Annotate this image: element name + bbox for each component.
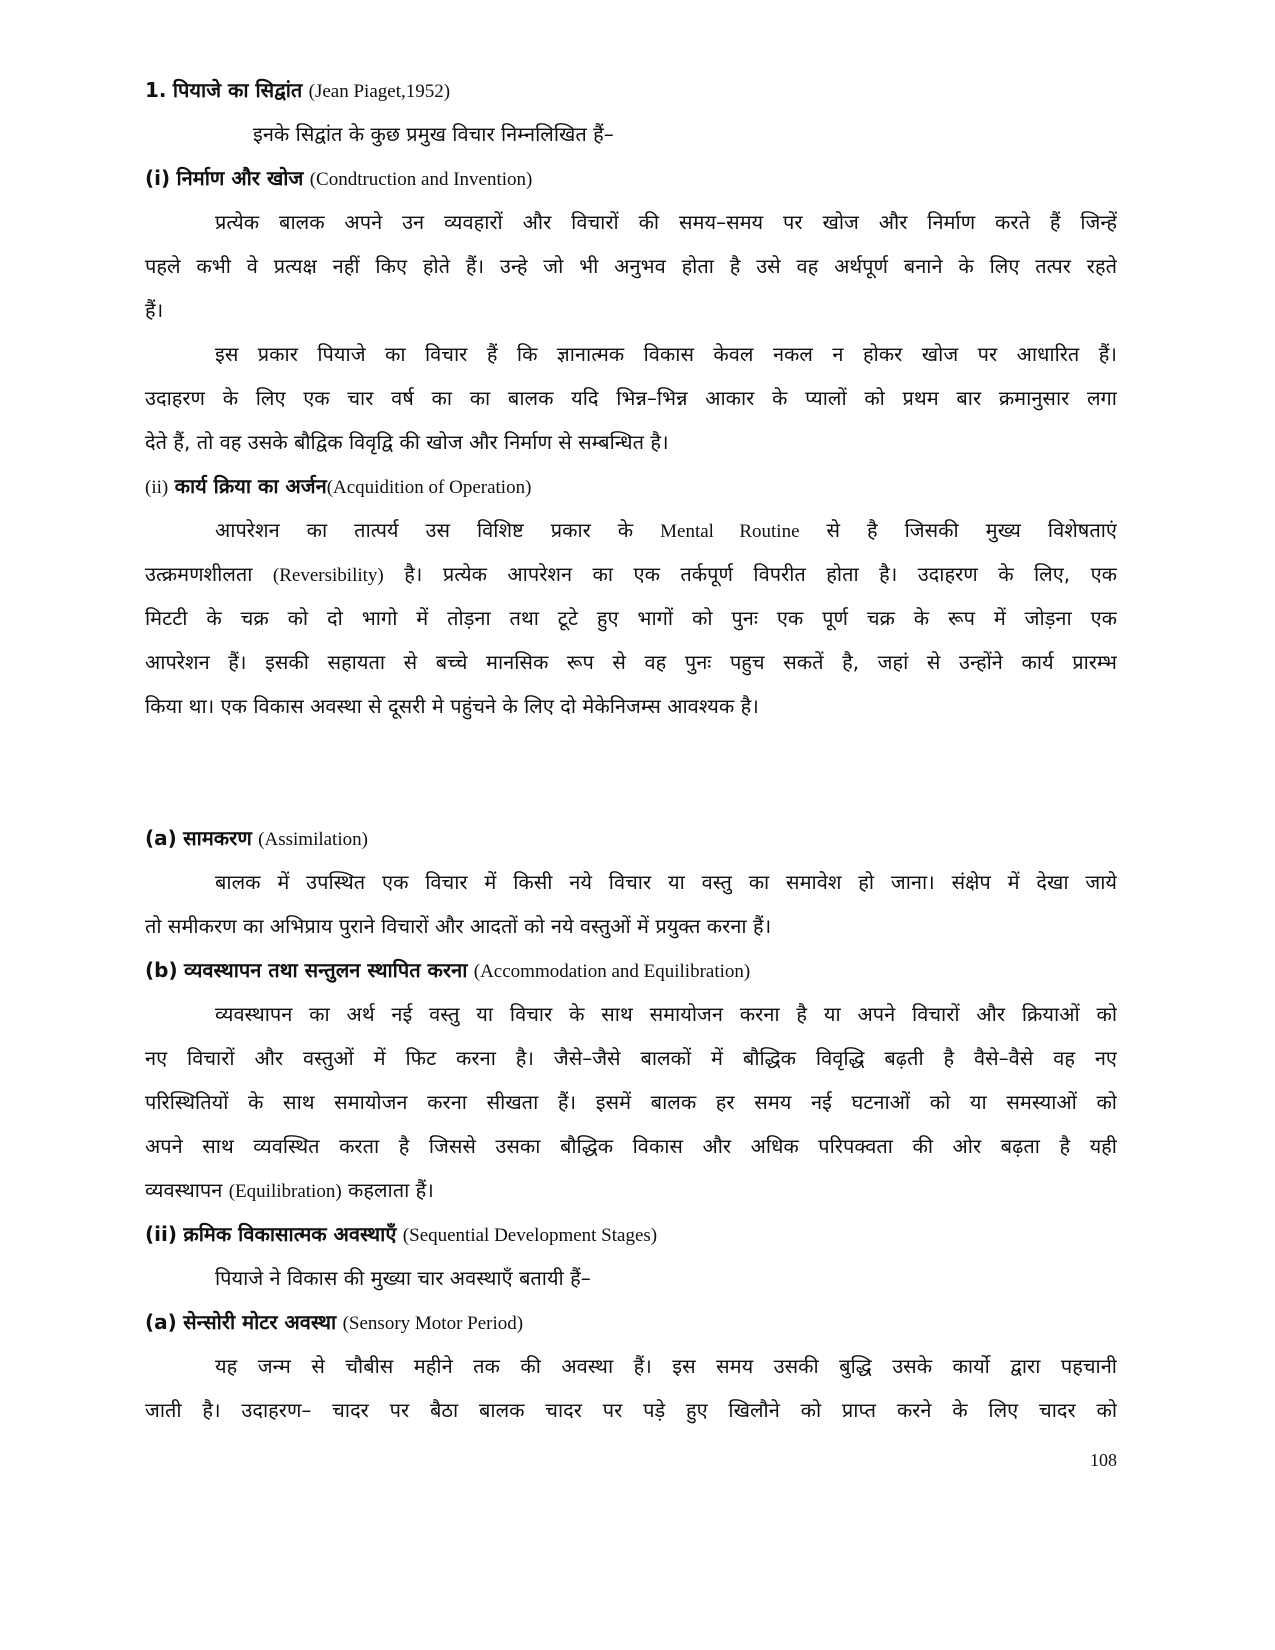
heading-title: सेन्सोरी मोटर अवस्था bbox=[183, 1310, 337, 1334]
heading-number: (i) bbox=[145, 166, 171, 190]
heading-sequential-stages bbox=[145, 1212, 1117, 1256]
text-segment: उत्क्रमणशीलता bbox=[145, 562, 253, 586]
paragraph-line: मिटटी के चक्र को दो भागो में तोड़ना तथा टूटे हुए भागों को पुनः एक पूर्ण चक्र के रूप में जोड़ना एक bbox=[145, 606, 1117, 630]
paragraph-line: इस प्रकार पियाजे का विचार हैं कि ज्ञानात्मक विकास केवल नकल न होकर खोज पर आधारित हैं। bbox=[215, 342, 1117, 366]
heading-number: (b) bbox=[145, 958, 178, 982]
heading-assimilation bbox=[145, 816, 1117, 860]
intro-line: इनके सिद्वांत के कुछ प्रमुख विचार निम्नलिखित हैं– bbox=[253, 122, 614, 146]
paragraph-line: बालक में उपस्थित एक विचार में किसी नये विचार या वस्तु का समावेश हो जाना। संक्षेप में देखा जाये bbox=[215, 870, 1117, 894]
heading-title: सामकरण bbox=[183, 826, 252, 850]
text-segment: है। प्रत्येक आपरेशन का एक तर्कपूर्ण विपरीत होता है। उदाहरण के लिए, एक bbox=[404, 562, 1117, 586]
paragraph-line bbox=[145, 1168, 1117, 1212]
heading-english: (Sensory Motor Period) bbox=[342, 1313, 524, 1334]
heading-english: (Assimilation) bbox=[258, 829, 368, 850]
heading-title: क्रमिक विकासात्मक अवस्थाएँ bbox=[183, 1222, 397, 1246]
text-segment: कहलाता हैं। bbox=[348, 1178, 434, 1202]
heading-title: पियाजे का सिद्वांत bbox=[172, 78, 303, 102]
document-page bbox=[145, 68, 1117, 1432]
paragraph-line: आपरेशन हैं। इसकी सहायता से बच्चे मानसिक रूप से वह पुनः पहुच सकतें है, जहां से उन्होंने कार्य प्रारम्भ bbox=[145, 650, 1117, 674]
page-number: 108 bbox=[1090, 1450, 1117, 1470]
heading-sensory-motor bbox=[145, 1300, 1117, 1344]
heading-number: (a) bbox=[145, 826, 177, 850]
paragraph-line: देते हैं, तो वह उसके बौद्विक विवृद्वि की खोज और निर्माण से सम्बन्धित है। bbox=[145, 430, 669, 454]
paragraph-line: उदाहरण के लिए एक चार वर्ष का का बालक यदि भिन्न–भिन्न आकार के प्यालों को प्रथम बार क्रमानुसार लगा bbox=[145, 386, 1117, 410]
intro-line: पियाजे ने विकास की मुख्या चार अवस्थाएँ बतायी हैं– bbox=[215, 1266, 591, 1290]
heading-number: 1. bbox=[145, 78, 167, 102]
paragraph-line: पहले कभी वे प्रत्यक्ष नहीं किए होते हैं। उन्हे जो भी अनुभव होता है उसे वह अर्थपूर्ण बनाने के लिए तत्पर रहते bbox=[145, 254, 1117, 278]
english-term: Mental Routine bbox=[660, 521, 800, 542]
paragraph-line bbox=[145, 508, 1117, 552]
english-term: (Reversibility) bbox=[272, 565, 384, 586]
heading-number: (a) bbox=[145, 1310, 177, 1334]
heading-acquisition-operation bbox=[145, 464, 1117, 508]
paragraph-line: अपने साथ व्यवस्थित करता है जिससे उसका बौद्धिक विकास और अधिक परिपक्वता की ओर बढ़ता है यही bbox=[145, 1134, 1117, 1158]
heading-title: कार्य क्रिया का अर्जन bbox=[174, 474, 327, 498]
english-term: (Equilibration) bbox=[228, 1181, 342, 1202]
paragraph-line: जाती है। उदाहरण– चादर पर बैठा बालक चादर पर पड़े हुए खिलौने को प्राप्त करने के लिए चादर को bbox=[145, 1398, 1117, 1422]
heading-number: (ii) bbox=[145, 477, 169, 498]
heading-piaget-theory bbox=[145, 68, 1117, 112]
heading-accommodation bbox=[145, 948, 1117, 992]
paragraph-line: किया था। एक विकास अवस्था से दूसरी मे पहुंचने के लिए दो मेकेनिजम्स आवश्यक है। bbox=[145, 694, 759, 718]
heading-english: (Jean Piaget,1952) bbox=[308, 81, 451, 102]
paragraph-line: तो समीकरण का अभिप्राय पुराने विचारों और आदतों को नये वस्तुओं में प्रयुक्त करना हैं। bbox=[145, 914, 772, 938]
heading-title: व्यवस्थापन तथा सन्तुलन स्थापित करना bbox=[183, 958, 468, 982]
heading-english: (Acquidition of Operation) bbox=[326, 477, 532, 498]
heading-english: (Condtruction and Invention) bbox=[309, 169, 533, 190]
heading-english: (Accommodation and Equilibration) bbox=[473, 961, 751, 982]
heading-number: (ii) bbox=[145, 1222, 177, 1246]
heading-english: (Sequential Development Stages) bbox=[402, 1225, 658, 1246]
heading-title: निर्माण और खोज bbox=[176, 166, 304, 190]
paragraph-line: यह जन्म से चौबीस महीने तक की अवस्था हैं। इस समय उसकी बुद्धि उसके कार्यो द्वारा पहचानी bbox=[215, 1354, 1117, 1378]
paragraph-line: परिस्थितियों के साथ समायोजन करना सीखता हैं। इसमें बालक हर समय नई घटनाओं को या समस्याओं को bbox=[145, 1090, 1117, 1114]
text-segment: से है जिसकी मुख्य विशेषताएं bbox=[826, 518, 1117, 542]
text-segment: आपरेशन का तात्पर्य उस विशिष्ट प्रकार के bbox=[215, 518, 634, 542]
section-gap bbox=[145, 728, 1117, 816]
paragraph-line bbox=[145, 552, 1117, 596]
paragraph-line: प्रत्येक बालक अपने उन व्यवहारों और विचारों की समय–समय पर खोज और निर्माण करते हैं जिन्हें bbox=[215, 210, 1117, 234]
paragraph-line: व्यवस्थापन का अर्थ नई वस्तु या विचार के साथ समायोजन करना है या अपने विचारों और क्रियाओं को bbox=[215, 1002, 1117, 1026]
paragraph-line: नए विचारों और वस्तुओं में फिट करना है। जैसे–जैसे बालकों में बौद्धिक विवृद्धि बढ़ती है वैसे–वैसे वह नए bbox=[145, 1046, 1117, 1070]
heading-construction-invention bbox=[145, 156, 1117, 200]
text-segment: व्यवस्थापन bbox=[145, 1178, 223, 1202]
paragraph-line: हैं। bbox=[145, 298, 164, 322]
